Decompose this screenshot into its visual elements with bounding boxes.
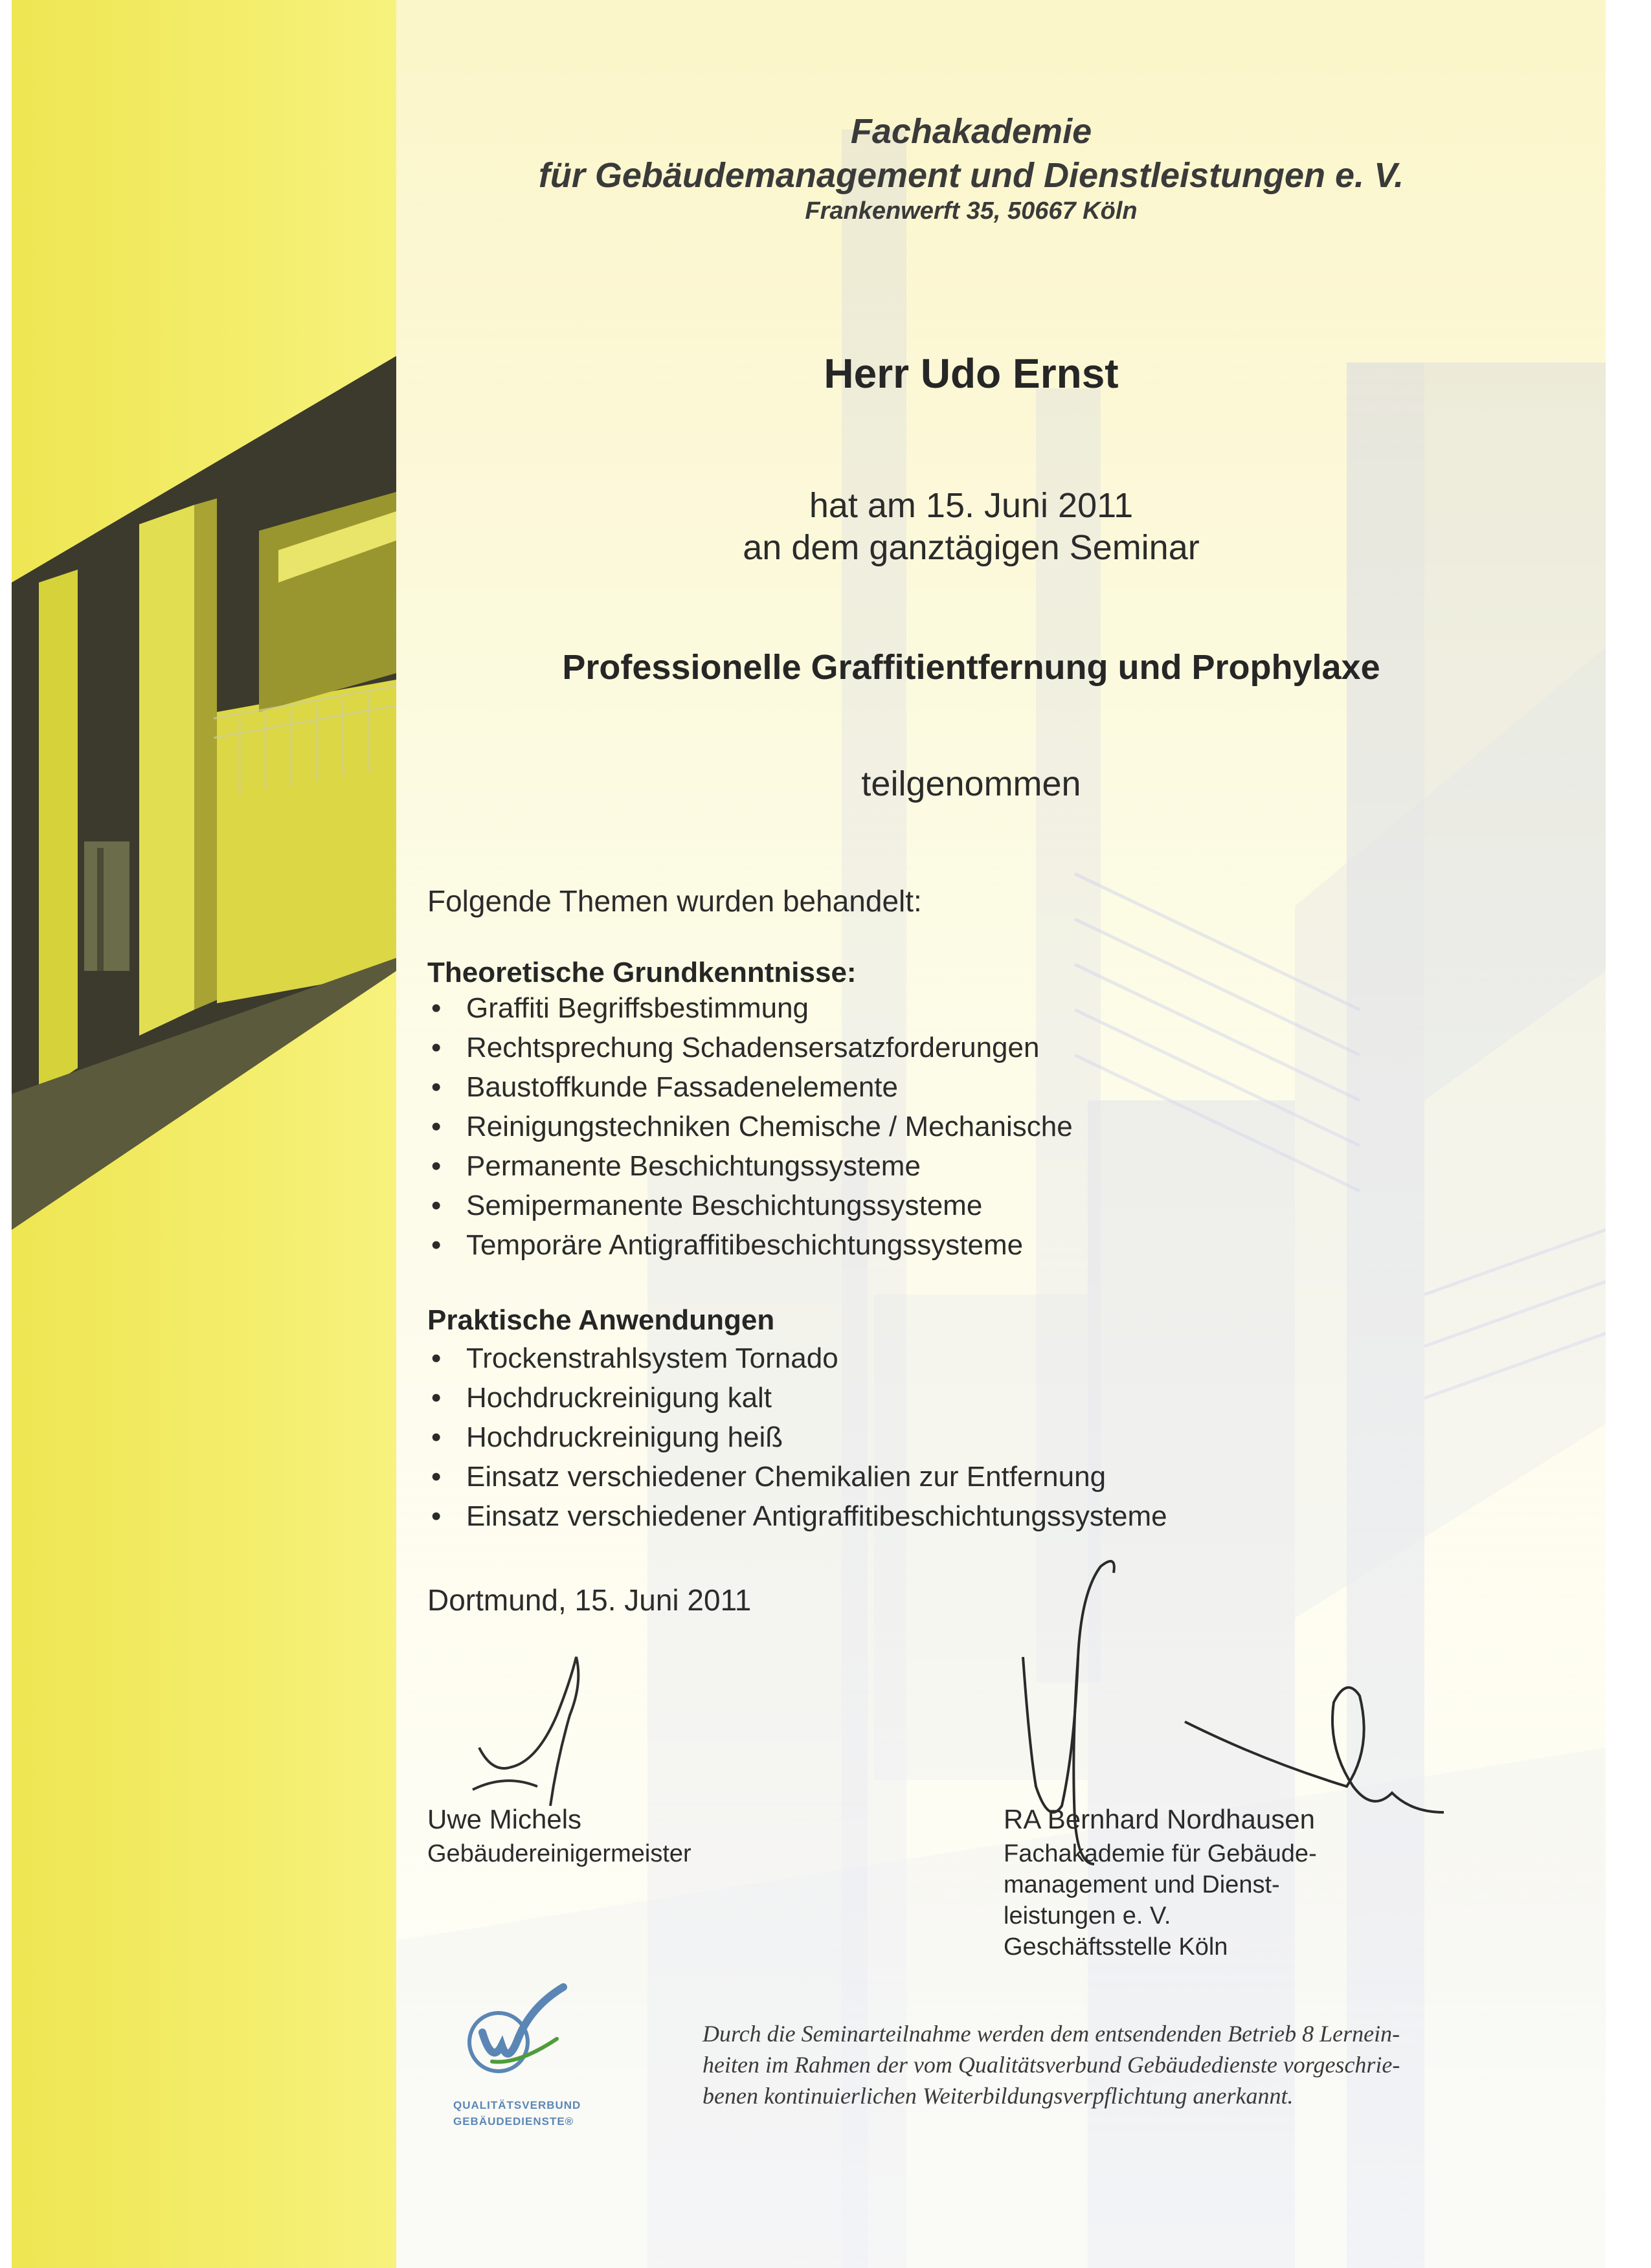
notice-line: benen kontinuierlichen Weiterbildungsverpflichtung anerkannt. (702, 2083, 1294, 2109)
list-item: • Einsatz verschiedener Antigraffitibeschichtungssysteme (427, 1496, 1167, 1536)
institution-name-line2: für Gebäudemanagement und Dienstleistungen e. V. (538, 156, 1404, 195)
list-item: • Graffiti Begriffsbestimmung (427, 988, 1073, 1028)
topic-list-theory (427, 988, 1073, 1265)
bullet-icon: • (431, 1461, 442, 1493)
signatory-name-nordhausen: RA Bernhard Nordhausen (1004, 1804, 1315, 1834)
signatory-name-michels: Uwe Michels (427, 1804, 582, 1834)
bullet-icon: • (431, 1071, 442, 1103)
bullet-icon: • (431, 1229, 442, 1261)
topics-intro: Folgende Themen wurden behandelt: (427, 884, 922, 918)
signatory-role-line: leistungen e. V. (1004, 1902, 1171, 1929)
list-item: • Baustoffkunde Fassadenelemente (427, 1067, 1073, 1107)
bullet-icon: • (431, 1150, 442, 1182)
bullet-icon: • (431, 992, 442, 1024)
logo-text-line1: QUALITÄTSVERBUND (453, 2099, 581, 2111)
signatory-role-line: Geschäftsstelle Köln (1004, 1933, 1228, 1961)
section-heading-practice: Praktische Anwendungen (427, 1304, 775, 1336)
bullet-icon: • (431, 1111, 442, 1142)
participated-line: teilgenommen (861, 764, 1081, 803)
signatory-role-michels: Gebäudereinigermeister (427, 1840, 691, 1867)
bullet-icon: • (431, 1342, 442, 1374)
bullet-icon: • (431, 1190, 442, 1221)
list-item: • Hochdruckreinigung kalt (427, 1378, 1167, 1418)
notice-line: Durch die Seminarteilnahme werden dem entsendenden Betrieb 8 Lernein- (702, 2021, 1400, 2047)
list-item: • Hochdruckreinigung heiß (427, 1418, 1167, 1457)
institution-name-line1: Fachakademie (850, 112, 1092, 151)
list-item: • Reinigungstechniken Chemische / Mechanische (427, 1107, 1073, 1146)
list-item: • Permanente Beschichtungssysteme (427, 1146, 1073, 1186)
list-item: • Semipermanente Beschichtungssysteme (427, 1186, 1073, 1225)
seminar-type-line: an dem ganztägigen Seminar (743, 528, 1200, 567)
list-item: • Temporäre Antigraffitibeschichtungssysteme (427, 1225, 1073, 1265)
recipient-name: Herr Udo Ernst (824, 350, 1119, 397)
list-item: • Trockenstrahlsystem Tornado (427, 1339, 1167, 1378)
logo-text-line2: GEBÄUDEDIENSTE® (453, 2115, 574, 2128)
section-heading-theory: Theoretische Grundkenntnisse: (427, 957, 857, 988)
topic-list-practice (427, 1339, 1167, 1536)
notice-line: heiten im Rahmen der vom Qualitätsverbund Gebäudedienste vorgeschrie- (702, 2052, 1400, 2078)
institution-address: Frankenwerft 35, 50667 Köln (805, 197, 1138, 225)
participation-date-line: hat am 15. Juni 2011 (809, 486, 1134, 525)
seminar-title: Professionelle Graffitientfernung und Prophylaxe (562, 648, 1380, 687)
bullet-icon: • (431, 1500, 442, 1532)
list-item: • Rechtsprechung Schadensersatzforderungen (427, 1028, 1073, 1067)
bullet-icon: • (431, 1032, 442, 1063)
signatory-role-line: management und Dienst- (1004, 1871, 1280, 1898)
place-and-date: Dortmund, 15. Juni 2011 (427, 1583, 752, 1617)
bullet-icon: • (431, 1382, 442, 1414)
signatory-role-line: Fachakademie für Gebäude- (1004, 1840, 1317, 1867)
bullet-icon: • (431, 1421, 442, 1453)
accreditation-notice (702, 2018, 1538, 2111)
list-item: • Einsatz verschiedener Chemikalien zur Entfernung (427, 1457, 1167, 1496)
